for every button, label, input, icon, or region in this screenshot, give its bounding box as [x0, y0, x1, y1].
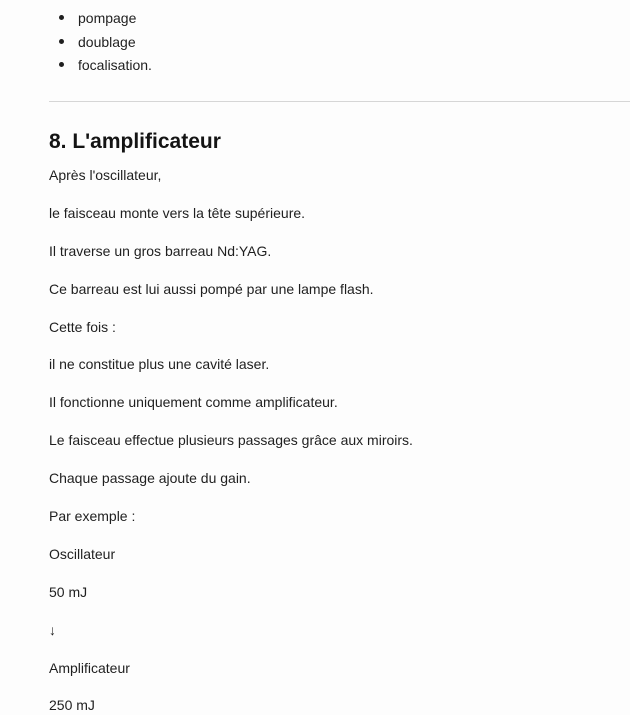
paragraph: Il traverse un gros barreau Nd:YAG.: [49, 242, 272, 259]
down-arrow: ↓: [49, 621, 56, 638]
paragraph: le faisceau monte vers la tête supérieure.: [49, 204, 306, 221]
bullet-icon: [59, 62, 64, 67]
paragraph: Par exemple :: [49, 508, 136, 525]
bullet-list: [49, 7, 152, 78]
paragraph: il ne constitue plus une cavité laser.: [49, 356, 270, 373]
bullet-icon: [59, 15, 64, 20]
list-item-text: pompage: [78, 10, 137, 26]
section-heading: 8. L'amplificateur: [49, 130, 221, 153]
horizontal-divider: [49, 101, 630, 102]
list-item: [49, 31, 152, 55]
paragraph: Oscillateur: [49, 545, 116, 562]
paragraph: 250 mJ: [49, 697, 95, 714]
list-item: [49, 7, 152, 31]
paragraph: Amplificateur: [49, 659, 130, 676]
paragraph: 50 mJ: [49, 583, 88, 600]
bullet-icon: [59, 39, 64, 44]
paragraph: Cette fois :: [49, 318, 116, 335]
list-item-text: doublage: [78, 33, 136, 50]
paragraph: Le faisceau effectue plusieurs passages grâce aux miroirs.: [49, 432, 413, 449]
paragraph: Chaque passage ajoute du gain.: [49, 470, 251, 487]
list-item: [49, 54, 152, 78]
paragraph: Il fonctionne uniquement comme amplificateur.: [49, 394, 338, 411]
section-body: [49, 165, 413, 715]
list-item-text: focalisation.: [78, 57, 152, 73]
paragraph: Après l'oscillateur,: [49, 167, 162, 183]
paragraph: Ce barreau est lui aussi pompé par une lampe flash.: [49, 280, 374, 297]
